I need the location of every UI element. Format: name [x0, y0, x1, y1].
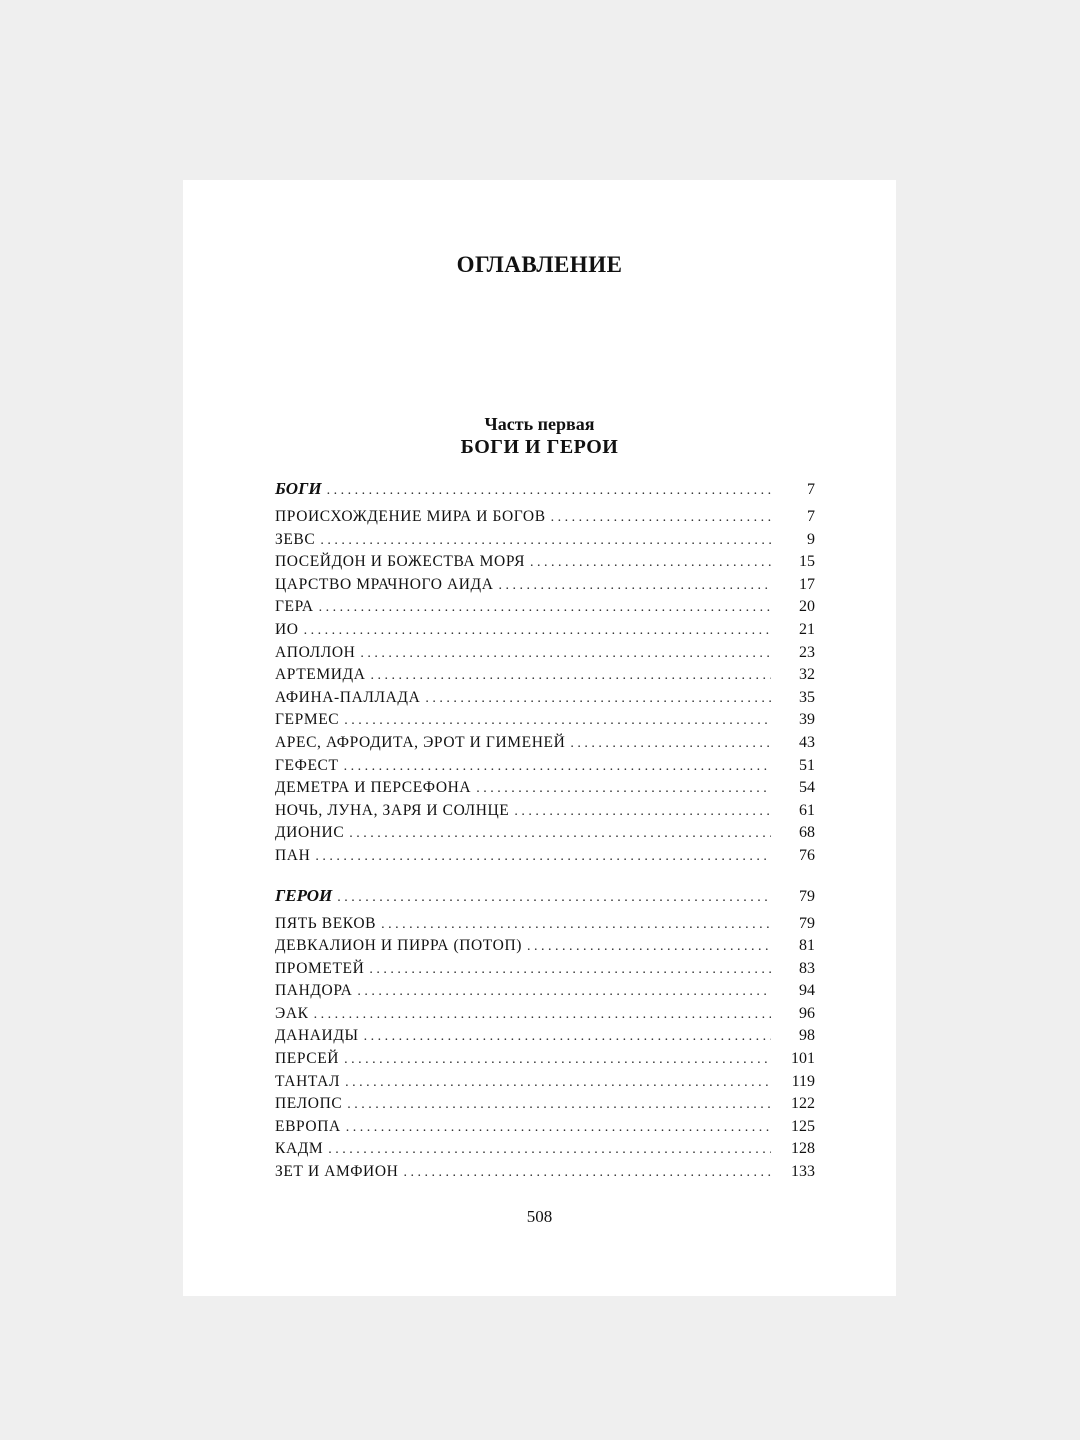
entry-title: НОЧЬ, ЛУНА, ЗАРЯ И СОЛНЦЕ — [275, 801, 510, 819]
toc-entry — [275, 845, 815, 868]
section-heading-page: 79 — [799, 887, 815, 905]
toc-entry — [275, 1003, 815, 1026]
entry-page: 128 — [791, 1140, 815, 1158]
entry-title: АФИНА-ПАЛЛАДА — [275, 688, 421, 706]
dot-leader — [357, 981, 771, 1004]
dot-leader — [364, 1026, 771, 1049]
toc-entry — [275, 822, 815, 845]
entry-page: 51 — [799, 756, 815, 774]
entry-page: 98 — [799, 1027, 815, 1045]
toc-entry — [275, 551, 815, 574]
dot-leader — [344, 756, 771, 779]
toc-entry — [275, 958, 815, 981]
toc-entry — [275, 619, 815, 642]
entry-page: 133 — [791, 1163, 815, 1181]
dot-leader — [476, 778, 771, 801]
entry-title: ДАНАИДЫ — [275, 1027, 359, 1045]
entry-page: 32 — [799, 666, 815, 684]
toc-entry — [275, 687, 815, 710]
dot-leader — [514, 801, 771, 824]
table-of-contents — [275, 477, 815, 1184]
toc-entry — [275, 1138, 815, 1161]
dot-leader — [381, 914, 771, 937]
entry-page: 21 — [799, 620, 815, 638]
entry-page: 101 — [791, 1050, 815, 1068]
section-heading-page: 7 — [807, 481, 815, 498]
entry-title: ГЕФЕСТ — [275, 756, 339, 774]
entry-title: АРТЕМИДА — [275, 666, 366, 684]
toc-entry — [275, 1116, 815, 1139]
toc-entry — [275, 574, 815, 597]
part-label: Часть первая — [484, 414, 595, 434]
toc-entry — [275, 777, 815, 800]
entry-page: 35 — [799, 688, 815, 706]
dot-leader — [346, 1117, 771, 1140]
entry-page: 96 — [799, 1004, 815, 1022]
dot-leader — [304, 620, 771, 643]
entry-page: 79 — [799, 914, 815, 932]
toc-entry — [275, 1048, 815, 1071]
entry-page: 7 — [807, 508, 815, 525]
entry-page: 94 — [799, 982, 815, 1000]
entry-title: ИО — [275, 620, 299, 638]
dot-leader — [344, 1049, 771, 1072]
entry-title: ЦАРСТВО МРАЧНОГО АИДА — [275, 575, 494, 593]
section-heading-title: ГЕРОИ — [275, 885, 333, 905]
toc-entry — [275, 664, 815, 687]
entry-page: 81 — [799, 937, 815, 955]
page-title: ОГЛАВЛЕНИЕ — [456, 252, 623, 277]
entry-title: ПЕРСЕЙ — [275, 1050, 340, 1068]
part-title: БОГИ И ГЕРОИ — [460, 436, 619, 458]
entry-title: ПРОМЕТЕЙ — [275, 959, 365, 977]
toc-entry — [275, 1025, 815, 1048]
entry-title: ЗЕТ И АМФИОН — [275, 1163, 399, 1181]
dot-leader — [551, 507, 771, 530]
dot-leader — [370, 665, 771, 688]
dot-leader — [425, 688, 771, 711]
entry-title: ТАНТАЛ — [275, 1072, 341, 1090]
dot-leader — [327, 479, 771, 502]
entry-title: ЕВРОПА — [275, 1117, 341, 1135]
toc-entry — [275, 642, 815, 665]
entry-title: ПЯТЬ ВЕКОВ — [275, 914, 377, 932]
entry-page: 39 — [799, 711, 815, 729]
toc-entry — [275, 506, 815, 529]
entry-page: 122 — [791, 1095, 815, 1113]
entry-title: ЭАК — [275, 1004, 309, 1022]
toc-entry — [275, 529, 815, 552]
toc-entry — [275, 800, 815, 823]
page-number: 508 — [526, 1207, 553, 1226]
dot-leader — [320, 530, 771, 553]
toc-entry — [275, 596, 815, 619]
dot-leader — [570, 733, 771, 756]
entry-page: 20 — [799, 598, 815, 616]
entry-title: АРЕС, АФРОДИТА, ЭРОТ И ГИМЕНЕЙ — [275, 733, 566, 751]
entry-page: 9 — [807, 530, 815, 548]
entry-title: ДИОНИС — [275, 824, 345, 842]
entry-title: ЗЕВС — [275, 530, 316, 548]
toc-section-heading — [275, 884, 815, 907]
entry-title: ПОСЕЙДОН И БОЖЕСТВА МОРЯ — [275, 553, 526, 571]
dot-leader — [315, 846, 771, 869]
dot-leader — [530, 552, 771, 575]
entry-page: 83 — [799, 959, 815, 977]
toc-entry — [275, 935, 815, 958]
entry-page: 68 — [799, 824, 815, 842]
entry-page: 125 — [791, 1117, 815, 1135]
dot-leader — [347, 1094, 771, 1117]
entry-title: КАДМ — [275, 1140, 324, 1158]
entry-page: 23 — [799, 643, 815, 661]
dot-leader — [403, 1162, 771, 1185]
toc-entry — [275, 913, 815, 936]
toc-entry — [275, 1071, 815, 1094]
entry-title: АПОЛЛОН — [275, 643, 356, 661]
entry-title: ПЕЛОПС — [275, 1095, 343, 1113]
toc-entry — [275, 980, 815, 1003]
dot-leader — [319, 597, 771, 620]
toc-entry — [275, 1161, 815, 1184]
toc-section-heading — [275, 477, 815, 500]
dot-leader — [499, 575, 771, 598]
book-page — [183, 180, 896, 1296]
dot-leader — [344, 710, 771, 733]
dot-leader — [349, 823, 771, 846]
entry-title: ГЕРМЕС — [275, 711, 340, 729]
dot-leader — [337, 886, 771, 909]
entry-title: ПРОИСХОЖДЕНИЕ МИРА И БОГОВ — [275, 508, 546, 525]
dot-leader — [527, 936, 771, 959]
section-heading-title: БОГИ — [275, 479, 322, 498]
entry-title: ГЕРА — [275, 598, 314, 616]
toc-entry — [275, 732, 815, 755]
dot-leader — [328, 1139, 771, 1162]
dot-leader — [360, 643, 771, 666]
entry-title: ДЕВКАЛИОН И ПИРРА (ПОТОП) — [275, 937, 523, 955]
entry-page: 15 — [799, 553, 815, 571]
toc-entry — [275, 1093, 815, 1116]
dot-leader — [369, 959, 771, 982]
entry-page: 61 — [799, 801, 815, 819]
entry-page: 119 — [791, 1072, 815, 1090]
entry-page: 54 — [799, 779, 815, 797]
toc-entry — [275, 755, 815, 778]
dot-leader — [345, 1072, 771, 1095]
entry-page: 43 — [799, 733, 815, 751]
entry-page: 76 — [799, 846, 815, 864]
toc-entry — [275, 709, 815, 732]
entry-title: ПАН — [275, 846, 311, 864]
entry-title: ПАНДОРА — [275, 982, 353, 1000]
entry-title: ДЕМЕТРА И ПЕРСЕФОНА — [275, 779, 472, 797]
dot-leader — [314, 1004, 771, 1027]
entry-page: 17 — [799, 575, 815, 593]
